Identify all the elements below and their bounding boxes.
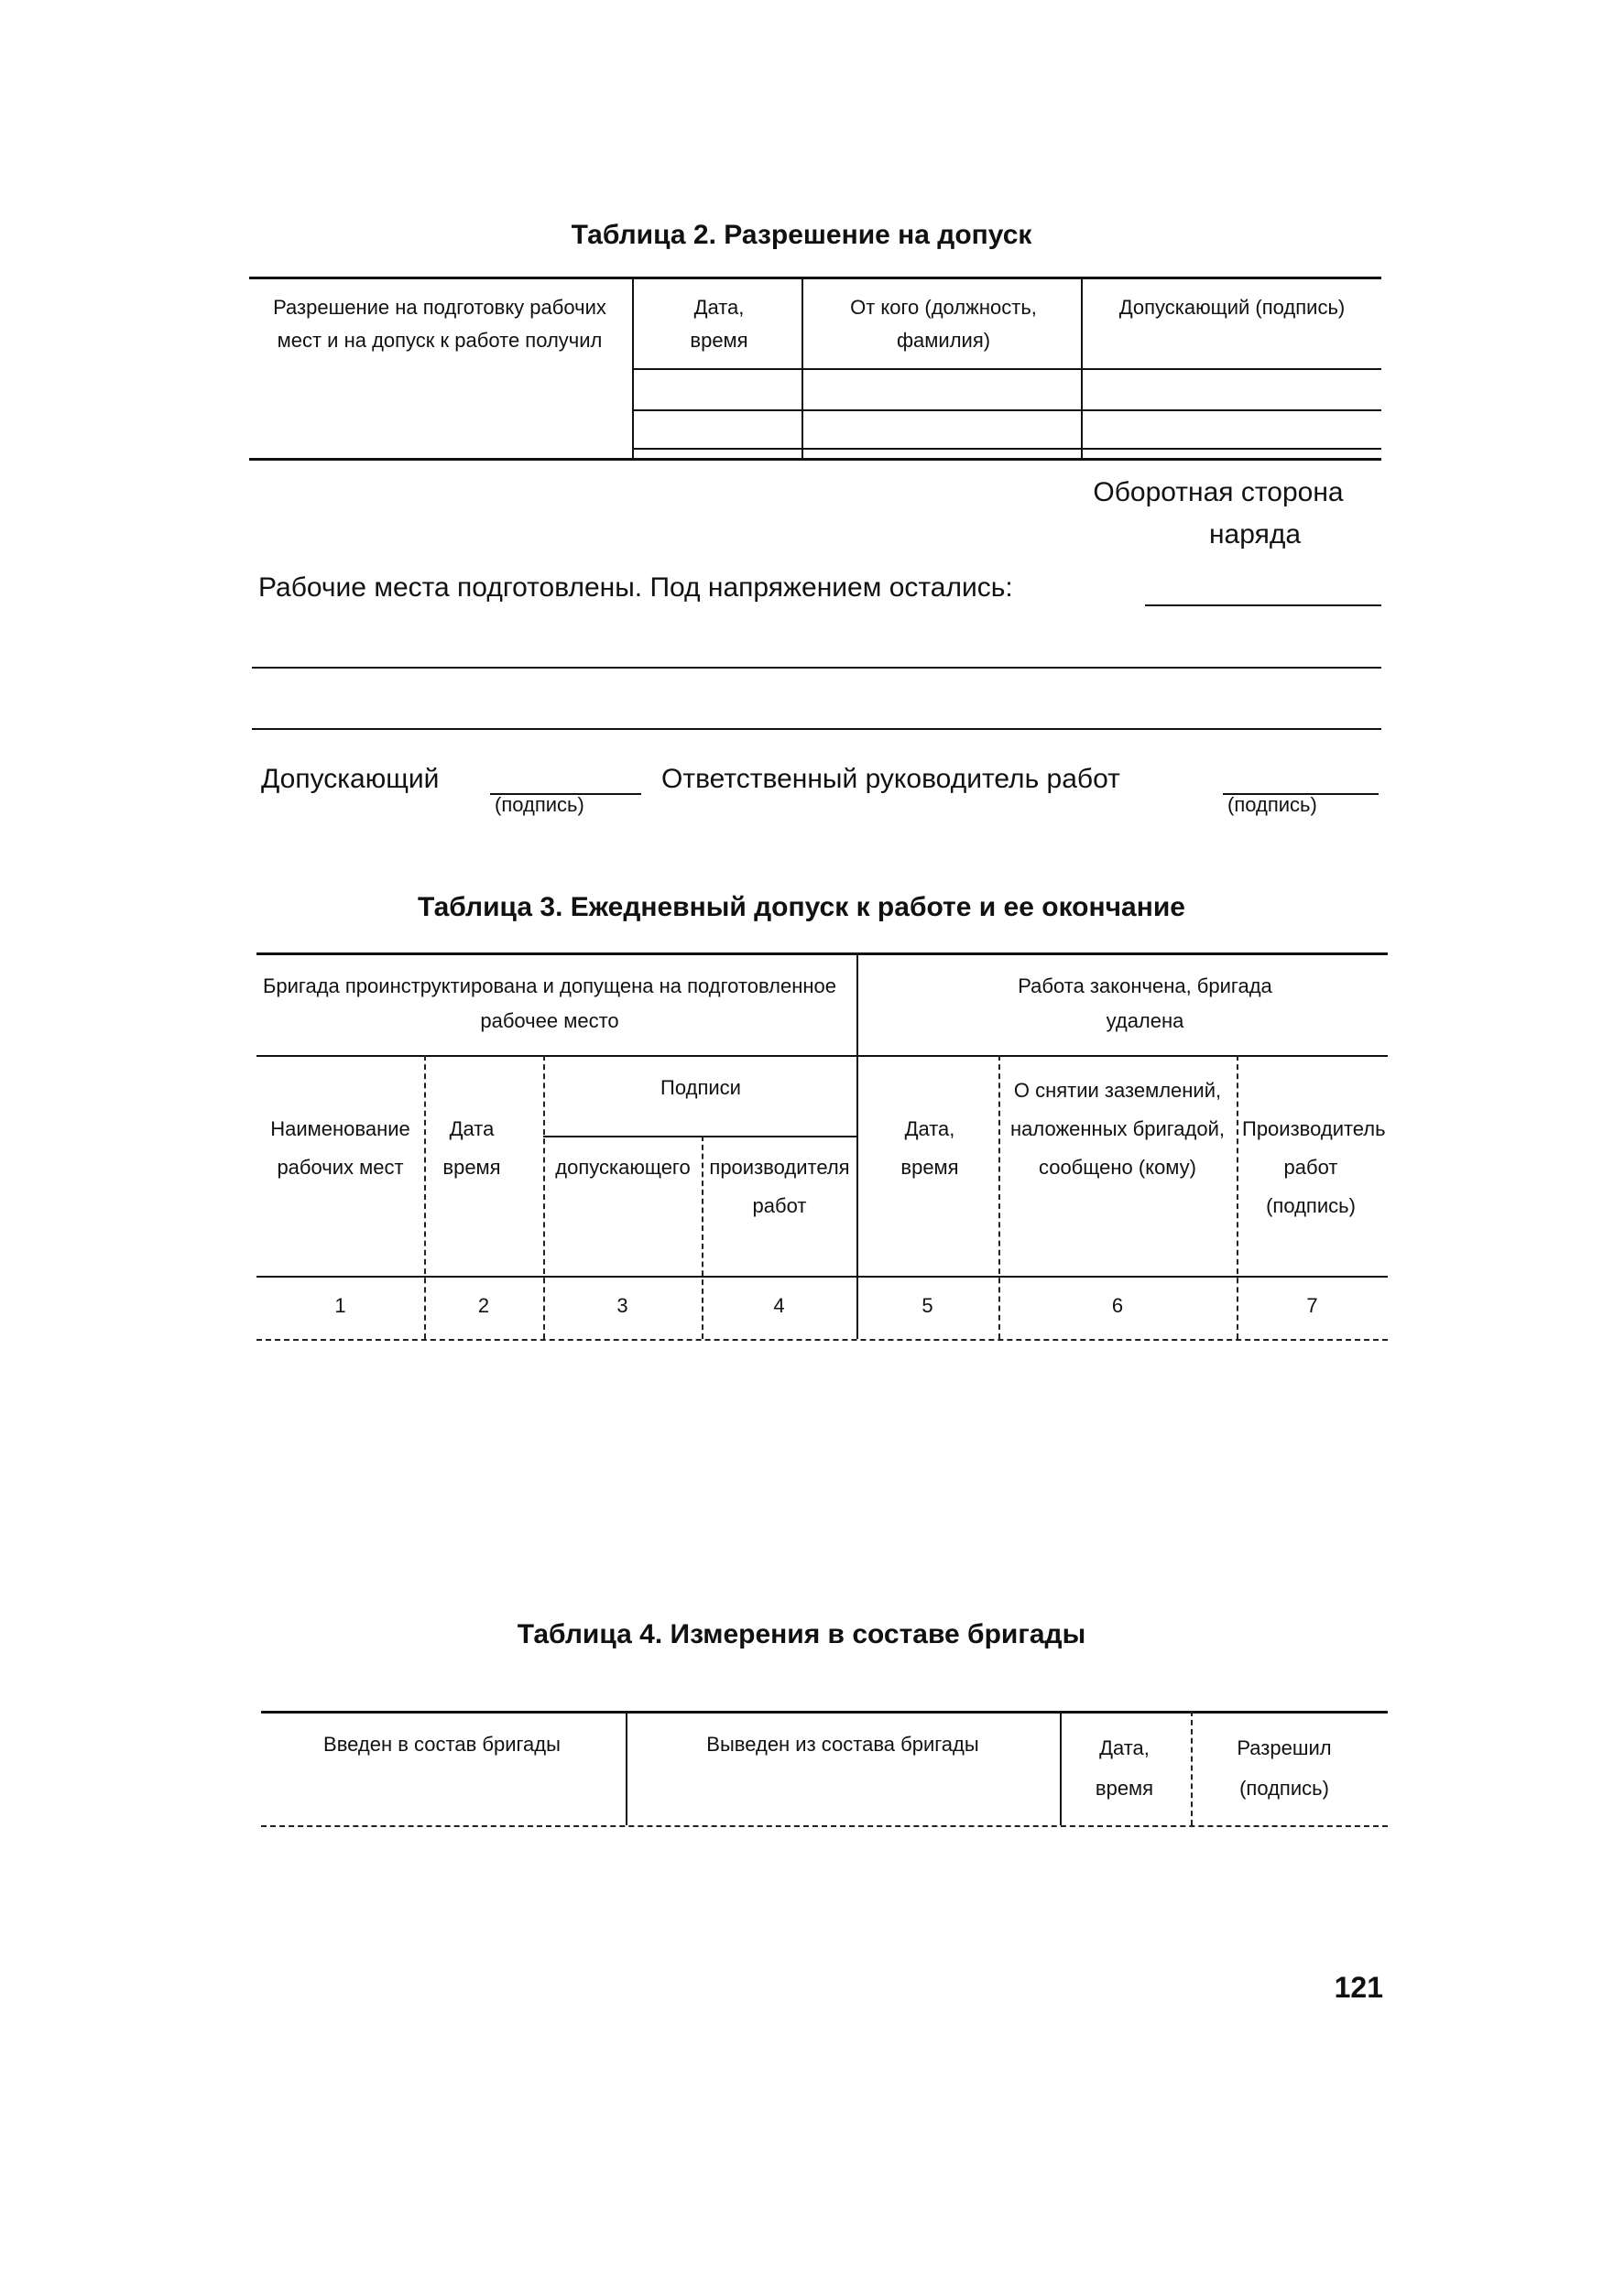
table4-title: Таблица 4. Измерения в составе бригады [517,1619,1086,1649]
table3-bottom-rule [256,1339,1388,1341]
page-number: 121 [1334,1971,1383,2004]
reverse-side-label-line1: Оборотная сторона [1093,477,1344,507]
table2-col-divider-1 [632,277,634,458]
table3-col-number-5: 5 [921,1294,933,1317]
table3-group-divider [856,952,858,1339]
table3-header-workplace-name: Наименование рабочих мест [270,1117,410,1179]
table3-col-number-7: 7 [1306,1294,1318,1317]
table3-top-rule [256,952,1388,955]
table3-group-rule [256,1055,1388,1057]
table2-header-date-time: Дата, время [690,296,748,352]
table4-header-date-time: Дата, время [1095,1736,1154,1800]
reverse-side-label-line2: наряда [1208,519,1302,550]
table2-col-divider-2 [802,277,803,458]
table4-header-removed: Выведен из состава бригады [706,1733,979,1756]
table3-header-producer-signature: Производитель работ (подпись) [1242,1117,1386,1217]
table3-group-finished: Работа закончена, бригада удалена [1018,974,1272,1032]
table3-header-admitting: допускающего [555,1156,691,1179]
table3-header-end-date-time: Дата, время [900,1117,959,1179]
admitting-label: Допускающий [261,764,440,794]
table2-row-rule [632,409,1381,411]
table3-header-grounding-removed: О снятии заземлений, наложенных бригадой, сообщено (кому) [1009,1079,1225,1179]
table3-col-number-2: 2 [477,1294,490,1317]
table4-col-divider-3 [1191,1711,1193,1825]
table2-header-from-whom: От кого (должность, фамилия) [850,296,1037,352]
table3-header-work-producer: производителя работ [709,1156,850,1217]
table4-col-divider-1 [626,1711,627,1825]
table3-signatures-rule [543,1136,856,1137]
table3-header-signatures: Подписи [660,1076,741,1099]
table2-title: Таблица 2. Разрешение на допуск [571,220,1032,250]
table4-top-rule [261,1711,1388,1714]
table2-header-admitting: Допускающий (подпись) [1118,296,1346,319]
responsible-manager-label: Ответственный руководитель работ [661,764,1120,794]
table4-header-permitted: Разрешил (подпись) [1237,1736,1332,1800]
table3-header-bottom-rule [256,1276,1388,1278]
responsible-signature-caption: (подпись) [1227,793,1317,816]
table2-header-permission: Разрешение на подготовку рабочих мест и на допуск к работе получил [273,296,606,352]
table4-header-added: Введен в состав бригады [323,1733,561,1756]
fill-line-3 [252,728,1381,730]
table3-col-number-3: 3 [616,1294,628,1317]
table4-bottom-rule [261,1825,1388,1827]
workplaces-prepared-text: Рабочие места подготовлены. Под напряжением остались: [258,572,1013,603]
table4-col-divider-2 [1060,1711,1062,1825]
table2-col-divider-3 [1081,277,1083,458]
table3-col-number-6: 6 [1111,1294,1124,1317]
table2-bottom-rule [249,458,1381,461]
table2-header-rule [632,368,1381,370]
table3-group-admitted: Бригада проинструктирована и допущена на подготовленное рабочее место [262,974,837,1032]
table3-title: Таблица 3. Ежедневный допуск к работе и ее окончание [418,892,1185,922]
table3-header-date-time: Дата время [442,1117,501,1179]
table3-col-number-4: 4 [773,1294,785,1317]
live-parts-fill-line [1145,604,1381,606]
fill-line-2 [252,667,1381,669]
table2-top-rule [249,277,1381,279]
admitting-signature-caption: (подпись) [495,793,584,816]
table2-row-rule-2 [632,448,1381,450]
table3-col-number-1: 1 [334,1294,346,1317]
reverse-side-label [1044,472,1392,556]
